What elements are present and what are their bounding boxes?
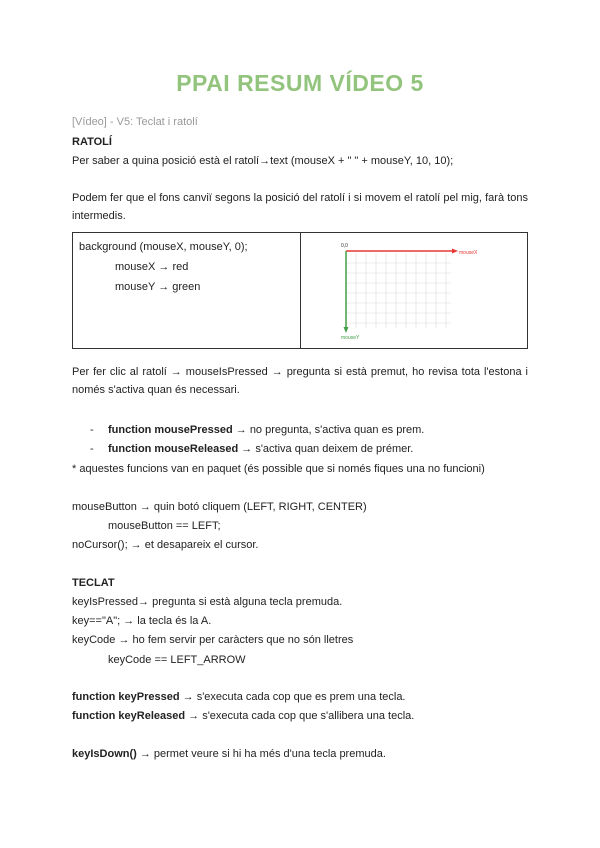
paragraph: Per fer clic al ratolí → mouseIsPressed → pregunta si està premut, ho revisa tota l'estona i només s'activa quan és necessari. — [72, 366, 528, 396]
section-heading-teclat: TECLAT — [72, 577, 115, 589]
text-line: mouseButton → quin botó cliquem (LEFT, RIGHT, CENTER) — [72, 501, 367, 513]
paragraph: Podem fer que el fons canviï segons la posició del ratolí i si movem el ratolí pel mig, farà tons intermedis. — [72, 192, 528, 222]
function-desc: → s'executa cada cop que es prem una tecla. — [179, 691, 406, 703]
text-line: noCursor(); → et desapareix el cursor. — [72, 539, 259, 551]
y-axis-label: mouseY — [340, 335, 359, 341]
mouse-graph-image — [301, 233, 527, 345]
bullet-text: → s'activa quan deixem de prémer. — [238, 443, 414, 455]
function-name: function mousePressed — [108, 424, 233, 436]
code-graph-table — [72, 232, 528, 349]
code-line: background (mouseX, mouseY, 0); — [79, 241, 248, 253]
function-name: function keyPressed — [72, 691, 180, 703]
text-line — [72, 690, 406, 704]
text-line: Per saber a quina posició està el ratolí→text (mouseX + " " + mouseY, 10, 10); — [72, 155, 454, 167]
function-name: function keyReleased — [72, 710, 186, 722]
graph-cell — [300, 233, 528, 349]
code-line: mouseY → green — [115, 281, 201, 293]
code-cell — [73, 233, 301, 349]
section-heading-ratoli: RATOLÍ — [72, 136, 112, 148]
subtitle: [Vídeo] - V5: Teclat i ratolí — [72, 116, 198, 128]
code-line: mouseX → red — [115, 261, 189, 273]
text-line: keyCode → ho fem servir per caràcters que no són lletres — [72, 634, 354, 646]
text-line — [72, 709, 414, 723]
function-desc: → s'executa cada cop que s'allibera una tecla. — [185, 710, 415, 722]
origin-label: 0,0 — [340, 243, 348, 249]
x-axis-label: mouseX — [458, 250, 477, 256]
note: * aquestes funcions van en paquet (és possible que si només fiques una no funcioni) — [72, 463, 485, 475]
code-line: keyCode == LEFT_ARROW — [108, 654, 246, 666]
code-line: mouseButton == LEFT; — [108, 520, 221, 532]
page-title: PPAI RESUM VÍDEO 5 — [176, 70, 424, 96]
text-line: keyIsPressed→ pregunta si està alguna tecla premuda. — [72, 596, 343, 608]
text-line: key=="A"; → la tecla és la A. — [72, 615, 212, 627]
function-name: function mouseReleased — [108, 443, 239, 455]
function-desc: → permet veure si hi ha més d'una tecla premuda. — [136, 748, 386, 760]
bullet-text: → no pregunta, s'activa quan es prem. — [232, 424, 425, 436]
text-line — [72, 747, 386, 761]
function-name: keyIsDown() — [72, 748, 137, 760]
